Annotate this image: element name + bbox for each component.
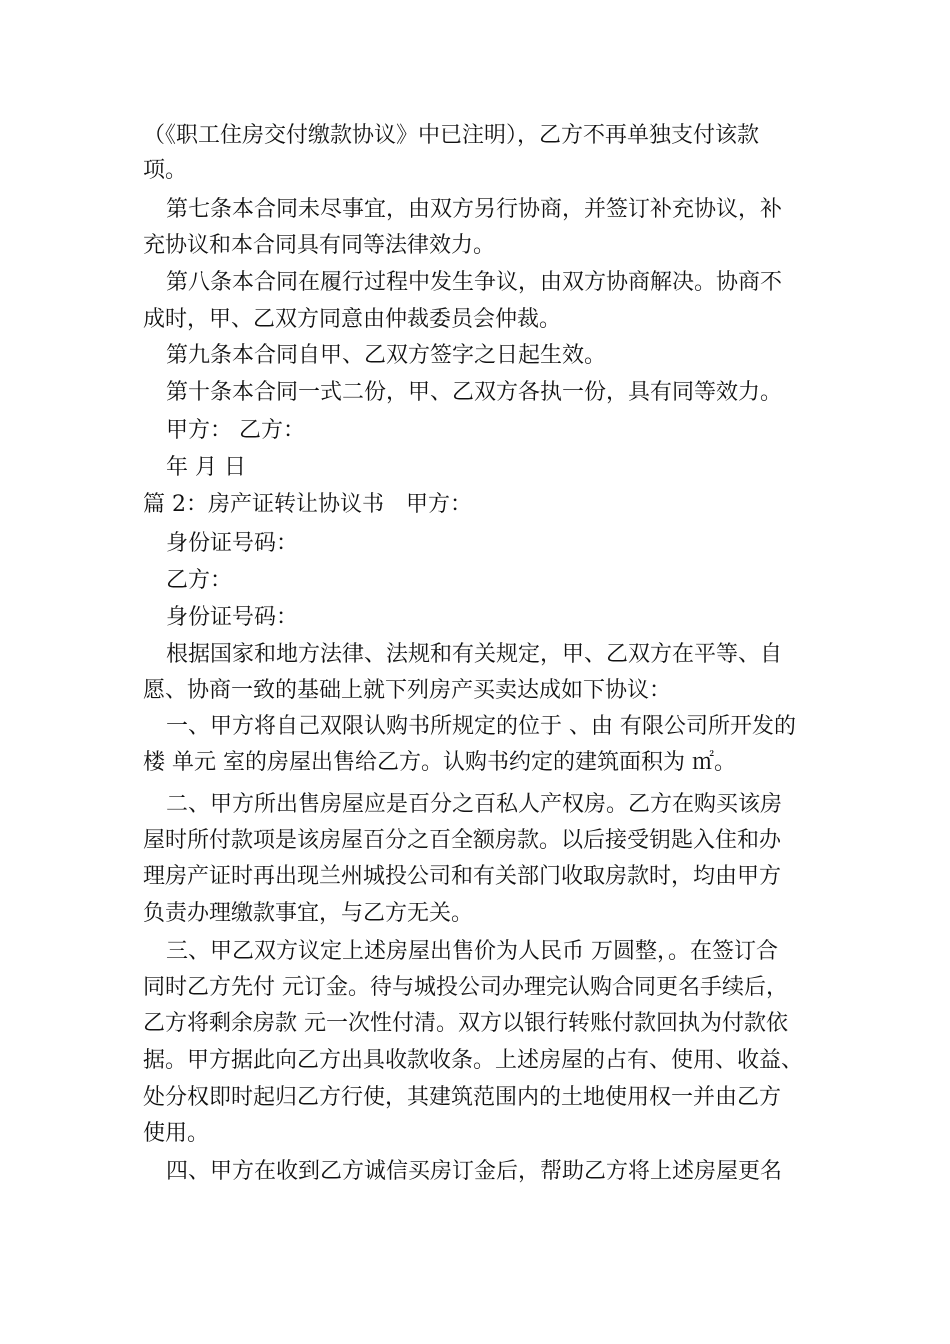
text-line: 成时，甲、乙双方同意由仲裁委员会仲裁。 xyxy=(143,307,562,332)
text-line: 第十条本合同一式二份，甲、乙双方各执一份，具有同等效力。 xyxy=(166,380,783,405)
text-line: 楼 单元 室的房屋出售给乙方。认购书约定的建筑面积为 ㎡。 xyxy=(143,750,736,775)
text-line: 第九条本合同自甲、乙双方签字之日起生效。 xyxy=(166,343,607,368)
text-line: 项。 xyxy=(143,158,188,183)
text-line: 处分权即时起归乙方行使，其建筑范围内的土地使用权一并由乙方 xyxy=(143,1085,782,1110)
text-line: 篇 2：房产证转让协议书 甲方： xyxy=(143,492,472,517)
text-line: 身份证号码： xyxy=(166,531,299,556)
text-line: 四、甲方在收到乙方诚信买房订金后，帮助乙方将上述房屋更名 xyxy=(166,1159,783,1184)
text-line: 同时乙方先付 元订金。待与城投公司办理完认购合同更名手续后， xyxy=(143,975,788,1000)
text-line: 根据国家和地方法律、法规和有关规定，甲、乙双方在平等、自 xyxy=(166,642,783,667)
text-line: 使用。 xyxy=(143,1121,210,1146)
text-line: 充协议和本合同具有同等法律效力。 xyxy=(143,233,496,258)
text-line: 乙方将剩余房款 元一次性付清。双方以银行转账付款回执为付款依 xyxy=(143,1011,788,1036)
text-line: 年 月 日 xyxy=(166,455,246,480)
text-line: 据。甲方据此向乙方出具收款收条。上述房屋的占有、使用、收益、 xyxy=(143,1048,804,1073)
text-line: 第七条本合同未尽事宜，由双方另行协商，并签订补充协议，补 xyxy=(166,197,783,222)
text-line: 甲方： 乙方： xyxy=(166,418,305,443)
text-line: 第八条本合同在履行过程中发生争议，由双方协商解决。协商不 xyxy=(166,270,783,295)
text-line: 愿、协商一致的基础上就下列房产买卖达成如下协议： xyxy=(143,678,672,703)
text-line: 一、甲方将自己双限认购书所规定的位于 、由 有限公司所开发的 xyxy=(166,714,796,739)
text-line: 理房产证时再出现兰州城投公司和有关部门收取房款时，均由甲方 xyxy=(143,864,782,889)
text-line: 乙方： xyxy=(166,568,233,593)
text-line: 身份证号码： xyxy=(166,605,299,630)
text-line: 屋时所付款项是该房屋百分之百全额房款。以后接受钥匙入住和办 xyxy=(143,828,782,853)
text-line: 负责办理缴款事宜，与乙方无关。 xyxy=(143,901,474,926)
text-line: （《职工住房交付缴款协议》中已注明），乙方不再单独支付该款 xyxy=(143,123,760,148)
text-line: 三、甲乙双方议定上述房屋出售价为人民币 万圆整，。在签订合 xyxy=(166,939,778,964)
text-line: 二、甲方所出售房屋应是百分之百私人产权房。乙方在购买该房 xyxy=(166,792,783,817)
